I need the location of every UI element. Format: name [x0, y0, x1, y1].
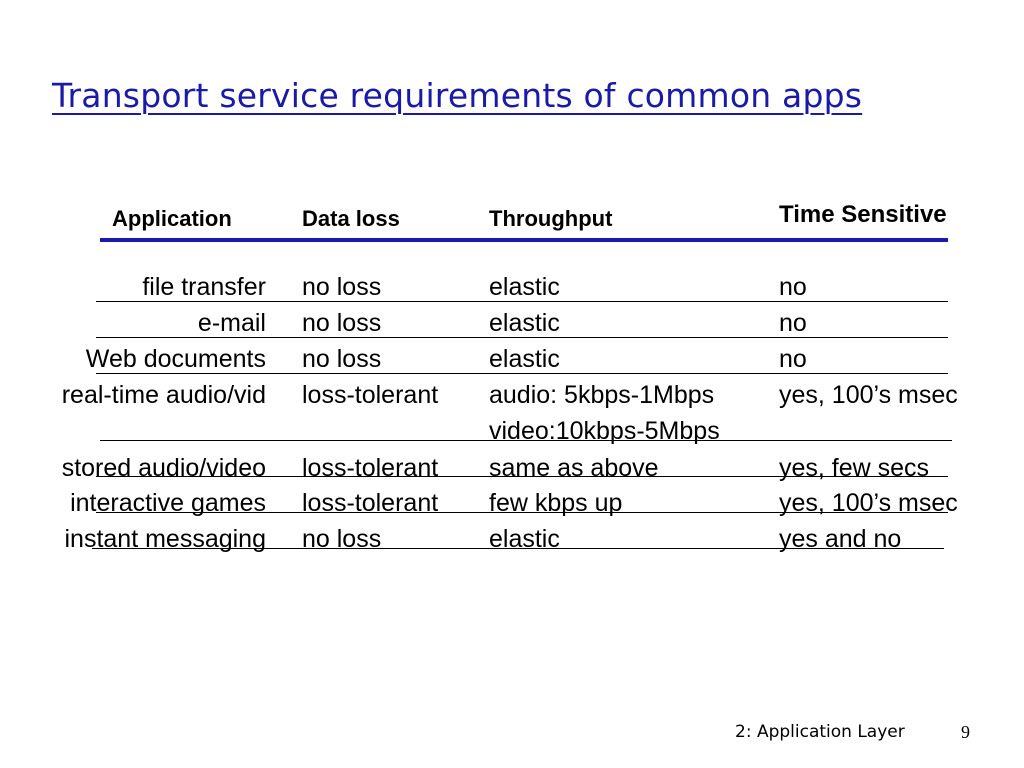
cell-application: real-time audio/vid [61, 381, 266, 409]
cell-time-sensitive: no [779, 273, 807, 301]
page-number: 9 [961, 722, 970, 742]
cell-time-sensitive: yes, 100’s msec [779, 489, 958, 517]
cell-data-loss: loss-tolerant [302, 454, 439, 482]
cell-time-sensitive: yes and no [779, 525, 902, 553]
slide-title: Transport service requirements of common apps [52, 76, 863, 115]
row-divider [96, 476, 948, 477]
cell-data-loss: no loss [302, 309, 382, 337]
cell-throughput: elastic [489, 309, 560, 337]
cell-data-loss: no loss [302, 525, 382, 553]
row-divider [96, 512, 948, 513]
footer-section-label: 2: Application Layer [735, 722, 905, 742]
header-throughput: Throughput [489, 206, 613, 231]
cell-time-sensitive: yes, 100’s msec [779, 381, 958, 409]
row-divider [96, 301, 948, 302]
cell-data-loss: no loss [302, 345, 382, 373]
header-data-loss: Data loss [302, 206, 400, 231]
cell-throughput: elastic [489, 273, 560, 301]
cell-application: interactive games [70, 489, 266, 517]
cell-time-sensitive: yes, few secs [779, 454, 930, 482]
cell-throughput: same as above [489, 454, 659, 482]
cell-data-loss: loss-tolerant [302, 381, 439, 409]
cell-throughput: elastic [489, 345, 560, 373]
row-divider [96, 337, 948, 338]
cell-throughput: few kbps up [489, 489, 623, 517]
header-rule [100, 238, 948, 242]
row-divider [96, 373, 948, 374]
row-divider [92, 548, 944, 549]
cell-application: instant messaging [64, 525, 266, 553]
cell-data-loss: loss-tolerant [302, 489, 439, 517]
cell-time-sensitive: no [779, 309, 807, 337]
cell-data-loss: no loss [302, 273, 382, 301]
cell-throughput-line2: video:10kbps-5Mbps [489, 417, 720, 445]
cell-throughput: audio: 5kbps-1Mbps [489, 381, 715, 409]
cell-application: Web documents [85, 345, 266, 373]
cell-throughput: elastic [489, 525, 560, 553]
cell-application: e-mail [197, 309, 266, 337]
cell-time-sensitive: no [779, 345, 807, 373]
cell-application: stored audio/video [61, 454, 266, 482]
row-divider [100, 440, 952, 441]
header-application: Application [112, 206, 232, 231]
header-time-sensitive: Time Sensitive [779, 201, 947, 228]
cell-application: file transfer [142, 273, 266, 301]
